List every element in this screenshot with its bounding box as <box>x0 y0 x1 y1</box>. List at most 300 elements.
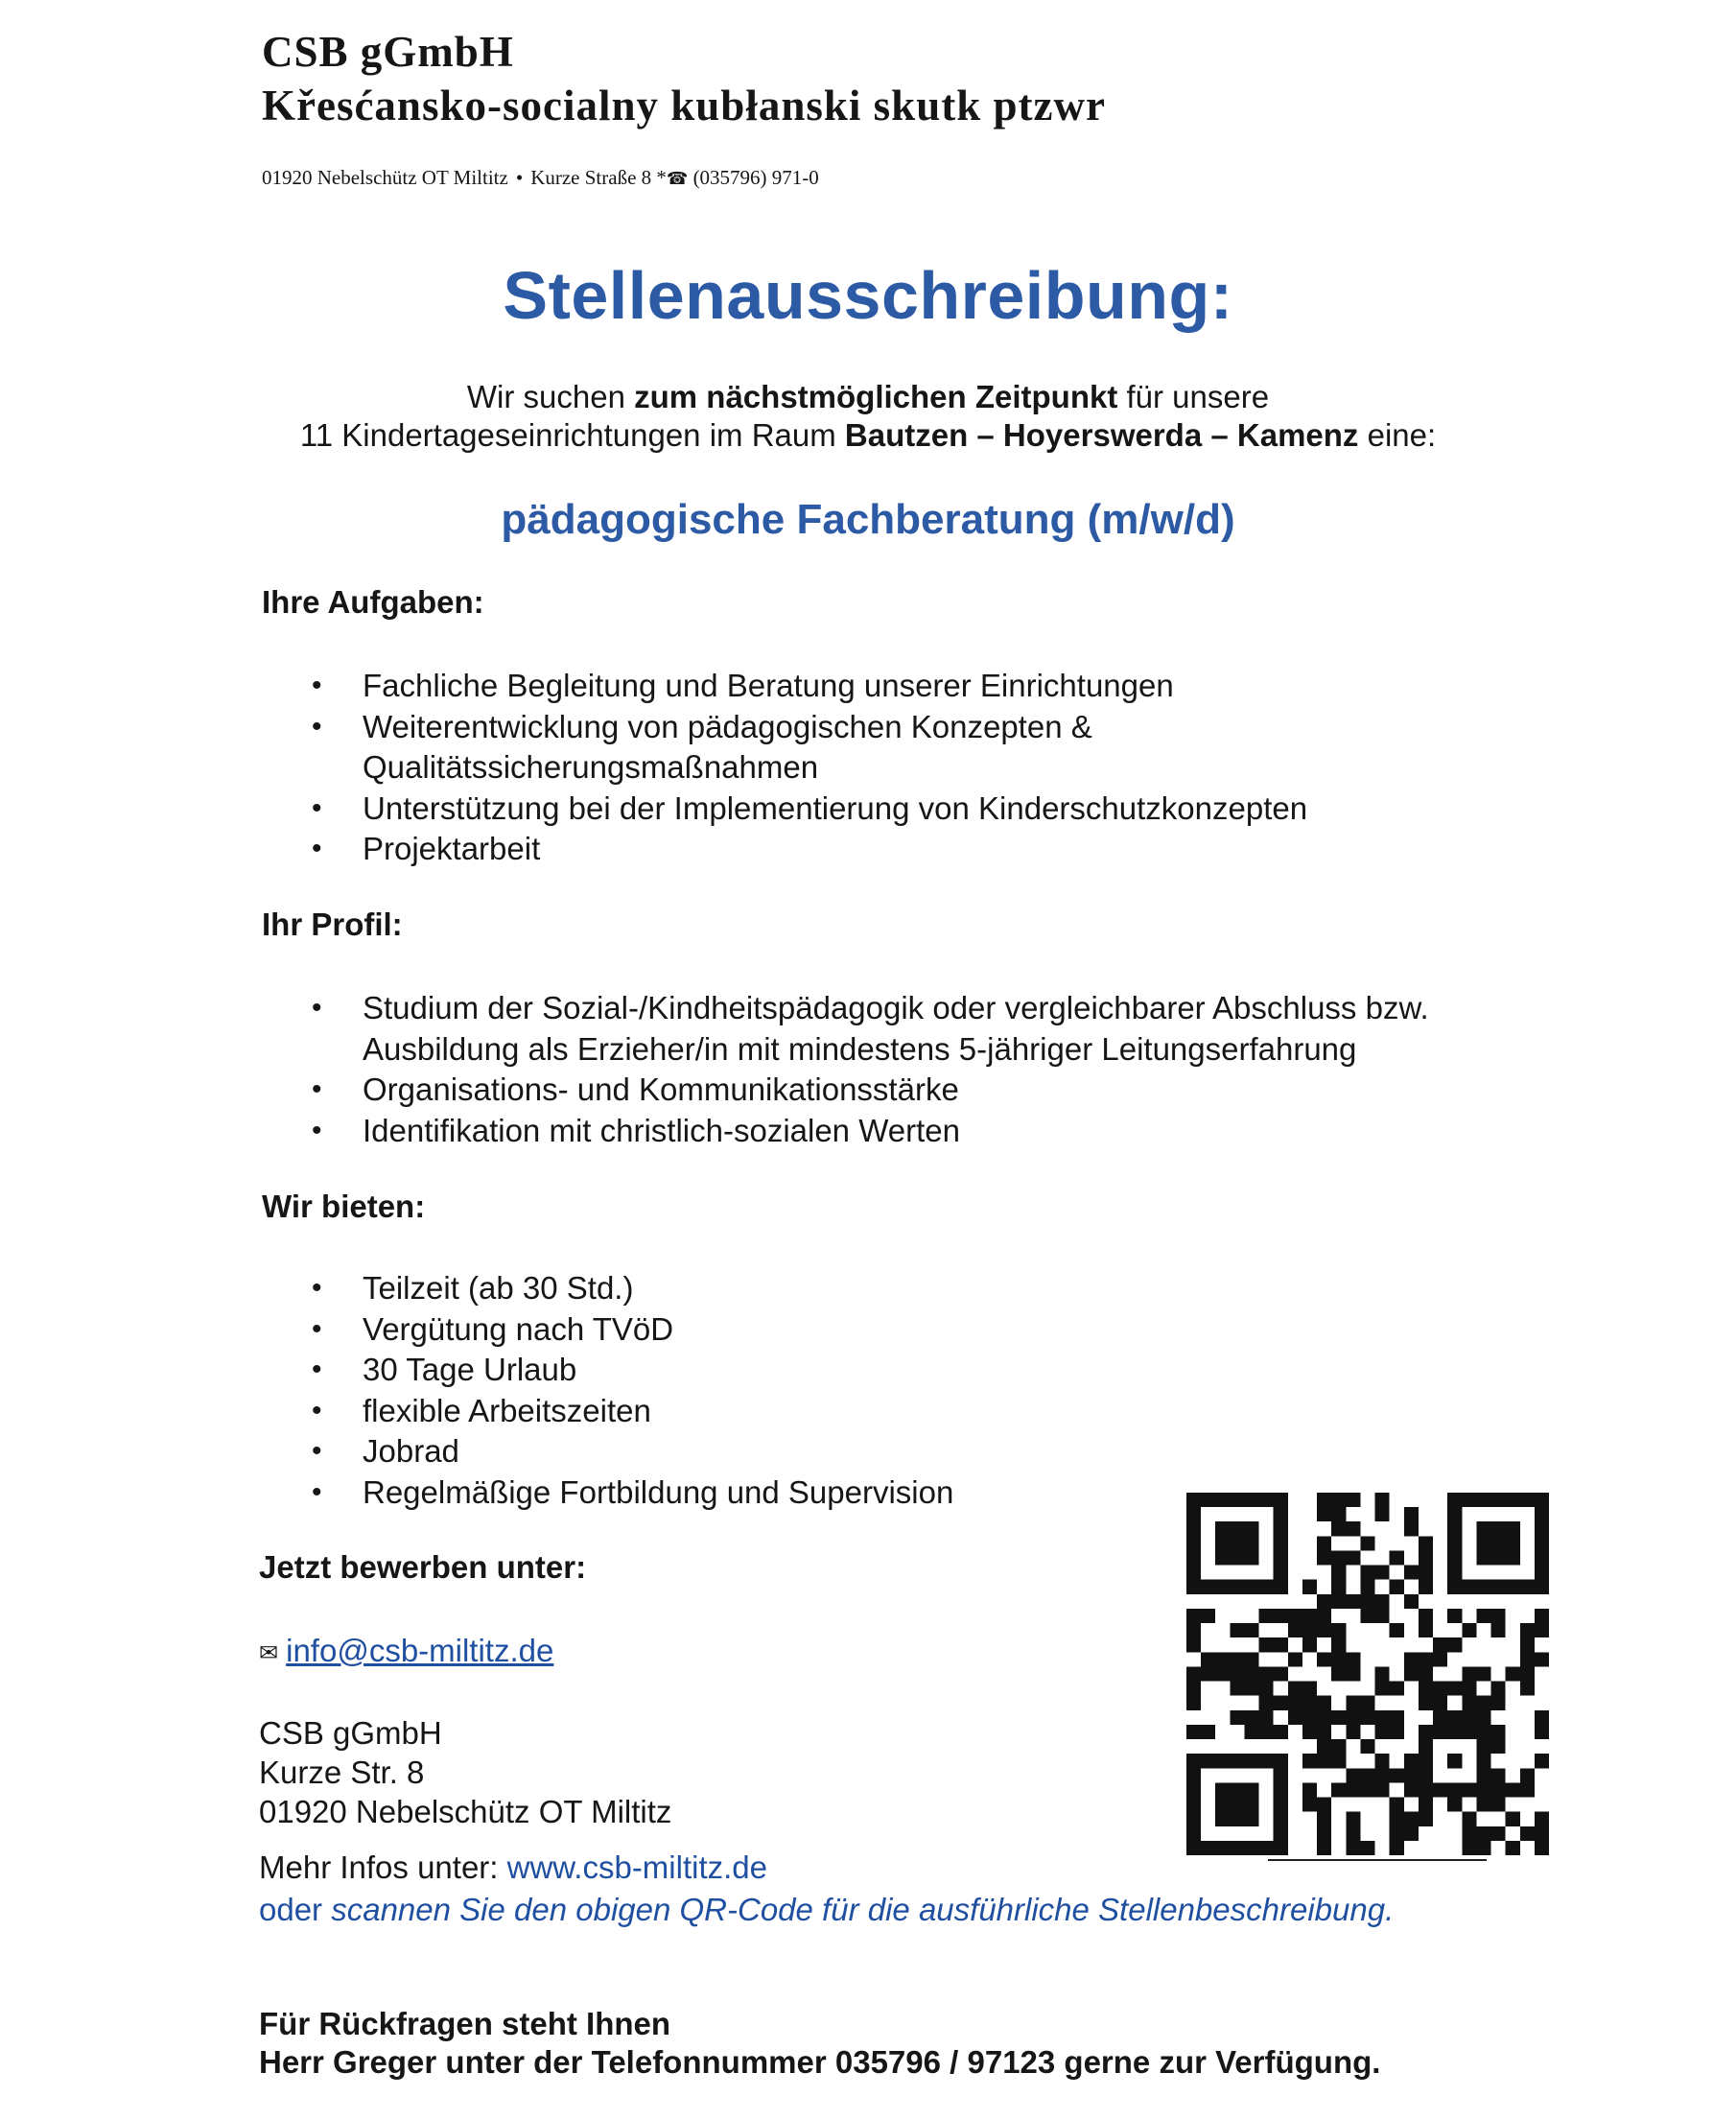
address-block <box>259 1713 671 1831</box>
qr-module <box>1360 1841 1374 1855</box>
qr-module <box>1491 1768 1506 1782</box>
qr-module <box>1390 1841 1404 1855</box>
bullet-icon: • <box>312 833 322 864</box>
header-street: Kurze Straße 8 <box>530 166 652 189</box>
qr-module <box>1331 1637 1346 1652</box>
list-item <box>312 988 1429 1070</box>
offer-list <box>312 1268 953 1513</box>
qr-module <box>1259 1696 1274 1710</box>
bullet-icon: • <box>312 1312 322 1345</box>
qr-module <box>1404 1782 1419 1797</box>
qr-module <box>1201 1652 1215 1666</box>
list-item <box>312 1111 1429 1152</box>
qr-module <box>1302 1798 1317 1812</box>
qr-module <box>1360 1566 1374 1580</box>
apply-heading: Jetzt bewerben unter: <box>259 1549 587 1585</box>
qr-module <box>1360 1594 1374 1609</box>
bullet-icon: • <box>312 1394 322 1426</box>
qr-module <box>1506 1666 1520 1681</box>
qr-module <box>1360 1580 1374 1594</box>
qr-module <box>1230 1666 1244 1681</box>
address-city: 01920 Nebelschütz OT Miltitz <box>259 1794 672 1829</box>
qr-module <box>1346 1841 1360 1855</box>
qr-module <box>1317 1739 1331 1754</box>
contact-note <box>259 2005 1380 2082</box>
list-item-text: flexible Arbeitszeiten <box>363 1392 651 1428</box>
scan-text: scannen Sie den obigen QR-Code für die ausführliche Stellenbeschreibung. <box>331 1892 1395 1927</box>
email-row <box>259 1631 553 1674</box>
bullet-icon: • <box>312 992 322 1024</box>
qr-module <box>1419 1566 1433 1580</box>
qr-module <box>1288 1682 1302 1696</box>
list-item <box>312 1268 953 1309</box>
qr-module <box>1346 1652 1360 1666</box>
qr-module <box>1331 1666 1346 1681</box>
scan-hint <box>259 1890 1394 1930</box>
position-title: pädagogische Fachberatung (m/w/d) <box>501 496 1235 543</box>
qr-module <box>1346 1521 1360 1536</box>
qr-module <box>1331 1550 1346 1565</box>
qr-module <box>1317 1798 1331 1812</box>
qr-module <box>1535 1609 1549 1623</box>
qr-module <box>1491 1623 1506 1637</box>
qr-module <box>1404 1826 1419 1841</box>
qr-module <box>1215 1782 1258 1826</box>
qr-module <box>1462 1812 1476 1826</box>
qr-module <box>1390 1682 1404 1696</box>
qr-module <box>1302 1623 1317 1637</box>
qr-module <box>1419 1652 1433 1666</box>
qr-module <box>1288 1609 1302 1623</box>
qr-module <box>1346 1696 1360 1710</box>
qr-module <box>1476 1798 1490 1812</box>
header-phone: (035796) 971-0 <box>692 166 819 189</box>
qr-module <box>1375 1710 1390 1725</box>
qr-module <box>1375 1754 1390 1768</box>
qr-module <box>1404 1768 1419 1782</box>
list-item-text: Studium der Sozial-/Kindheitspädagogik oder vergleichbarer Abschluss bzw. <box>363 990 1429 1025</box>
qr-module <box>1419 1666 1433 1681</box>
qr-module <box>1186 1623 1201 1637</box>
qr-module <box>1215 1521 1258 1565</box>
list-item-text: Identifikation mit christlich-sozialen Werten <box>363 1112 960 1148</box>
contact-line-2: Herr Greger unter der Telefonnummer 035796 / 97123 gerne zur Verfügung. <box>259 2044 1381 2080</box>
qr-module <box>1360 1739 1374 1754</box>
qr-module <box>1390 1623 1404 1637</box>
qr-module <box>1215 1652 1230 1666</box>
intro-region: Bautzen – Hoyerswerda – Kamenz <box>844 417 1359 453</box>
qr-module <box>1186 1725 1201 1739</box>
list-item-text: Unterstützung bei der Implementierung von Kinderschutzkonzepten <box>363 789 1308 826</box>
list-item-continuation: Qualitätssicherungsmaßnahmen <box>363 749 819 785</box>
qr-module <box>1462 1826 1476 1841</box>
intro-text-end: eine: <box>1358 417 1437 453</box>
qr-module <box>1390 1725 1404 1739</box>
qr-module <box>1447 1798 1462 1812</box>
qr-module <box>1230 1652 1244 1666</box>
qr-module <box>1419 1580 1433 1594</box>
qr-module <box>1331 1652 1346 1666</box>
qr-module <box>1375 1682 1390 1696</box>
qr-module <box>1447 1710 1462 1725</box>
qr-module <box>1186 1637 1201 1652</box>
qr-module <box>1462 1623 1476 1637</box>
qr-module <box>1360 1536 1374 1550</box>
qr-module <box>1230 1623 1244 1637</box>
qr-module <box>1404 1594 1419 1609</box>
qr-module <box>1274 1696 1288 1710</box>
qr-module <box>1520 1768 1535 1782</box>
qr-module <box>1317 1696 1331 1710</box>
qr-module <box>1331 1739 1346 1754</box>
qr-module <box>1375 1566 1390 1580</box>
qr-module <box>1317 1536 1331 1550</box>
qr-module <box>1535 1826 1549 1841</box>
qr-module <box>1274 1637 1288 1652</box>
qr-module <box>1447 1754 1462 1768</box>
qr-module <box>1360 1768 1374 1782</box>
qr-module <box>1375 1782 1390 1797</box>
contact-line-1: Für Rückfragen steht Ihnen <box>259 2006 671 2041</box>
qr-module <box>1390 1550 1404 1565</box>
qr-module <box>1390 1826 1404 1841</box>
separator-dot: • <box>515 166 524 189</box>
qr-module <box>1288 1696 1302 1710</box>
qr-module <box>1317 1623 1331 1637</box>
qr-module <box>1274 1666 1288 1681</box>
qr-module <box>1476 1696 1490 1710</box>
qr-module <box>1346 1666 1360 1681</box>
qr-module <box>1404 1566 1419 1580</box>
list-item-text: Jobrad <box>363 1433 459 1469</box>
qr-module <box>1331 1521 1346 1536</box>
list-item <box>312 1431 953 1472</box>
qr-module <box>1317 1594 1331 1609</box>
qr-module <box>1331 1507 1346 1521</box>
address-street: Kurze Str. 8 <box>259 1755 425 1790</box>
qr-module <box>1302 1696 1317 1710</box>
qr-module <box>1419 1696 1433 1710</box>
qr-code[interactable] <box>1186 1493 1549 1855</box>
list-item <box>312 1070 1429 1111</box>
qr-module <box>1317 1609 1331 1623</box>
bullet-icon: • <box>312 1475 322 1508</box>
qr-module <box>1520 1826 1535 1841</box>
more-info-label: Mehr Infos unter: <box>259 1849 507 1885</box>
qr-module <box>1520 1666 1535 1681</box>
qr-module <box>1447 1637 1462 1652</box>
bullet-icon: • <box>312 1272 322 1304</box>
list-item-text: Fachliche Begleitung und Beratung unserer Einrichtungen <box>363 668 1174 703</box>
qr-module <box>1506 1812 1520 1826</box>
qr-module <box>1230 1710 1244 1725</box>
qr-module <box>1302 1609 1317 1623</box>
mail-icon: ✉ <box>259 1640 279 1666</box>
qr-module <box>1390 1580 1404 1594</box>
qr-module <box>1476 1826 1490 1841</box>
qr-module <box>1317 1826 1331 1841</box>
qr-module <box>1317 1725 1331 1739</box>
qr-module <box>1535 1841 1549 1855</box>
header-city: 01920 Nebelschütz OT Miltitz <box>262 166 508 189</box>
qr-module <box>1346 1550 1360 1565</box>
qr-module <box>1302 1637 1317 1652</box>
more-info-row <box>259 1848 767 1888</box>
qr-module <box>1462 1696 1476 1710</box>
qr-module <box>1331 1580 1346 1594</box>
qr-module <box>1360 1696 1374 1710</box>
qr-module <box>1506 1841 1520 1855</box>
qr-module <box>1491 1725 1506 1739</box>
qr-module <box>1506 1782 1520 1797</box>
bullet-icon: • <box>312 1114 322 1146</box>
qr-module <box>1476 1666 1490 1681</box>
qr-module <box>1317 1710 1331 1725</box>
profile-heading: Ihr Profil: <box>262 907 403 942</box>
qr-module <box>1447 1682 1462 1696</box>
qr-module <box>1476 1710 1490 1725</box>
qr-module <box>1375 1507 1390 1521</box>
intro-bold: zum nächstmöglichen Zeitpunkt <box>634 379 1118 414</box>
qr-module <box>1331 1754 1346 1768</box>
qr-module <box>1535 1812 1549 1826</box>
qr-module <box>1520 1623 1535 1637</box>
qr-module <box>1201 1666 1215 1681</box>
qr-module <box>1346 1710 1360 1725</box>
qr-module <box>1360 1782 1374 1797</box>
qr-module <box>1404 1521 1419 1536</box>
qr-module <box>1360 1609 1374 1623</box>
tasks-list <box>312 666 1307 870</box>
qr-module <box>1259 1725 1274 1739</box>
qr-module <box>1419 1550 1433 1565</box>
qr-module <box>1375 1609 1390 1623</box>
org-name: CSB gGmbH <box>262 28 514 76</box>
qr-module <box>1520 1652 1535 1666</box>
qr-module <box>1331 1710 1346 1725</box>
qr-module <box>1520 1637 1535 1652</box>
page-title: Stellenausschreibung: <box>503 258 1233 333</box>
bullet-icon: • <box>312 1073 322 1105</box>
qr-module <box>1433 1710 1447 1725</box>
list-item-text: Teilzeit (ab 30 Std.) <box>363 1270 634 1306</box>
qr-module <box>1331 1782 1346 1797</box>
qr-module <box>1462 1841 1476 1855</box>
org-subtitle: Křesćansko-socialny kubłanski skutk ptzwr <box>262 82 1106 130</box>
qr-module <box>1535 1710 1549 1725</box>
qr-module <box>1462 1682 1476 1696</box>
qr-module <box>1390 1710 1404 1725</box>
list-item <box>312 1350 953 1391</box>
qr-module <box>1491 1782 1506 1797</box>
qr-module <box>1302 1710 1317 1725</box>
qr-module <box>1433 1652 1447 1666</box>
qr-module <box>1491 1682 1506 1696</box>
qr-module <box>1302 1682 1317 1696</box>
list-item-text: Organisations- und Kommunikationsstärke <box>363 1072 959 1107</box>
qr-module <box>1375 1768 1390 1782</box>
qr-module <box>1259 1609 1274 1623</box>
qr-module <box>1302 1754 1317 1768</box>
qr-module <box>1215 1666 1230 1681</box>
qr-module <box>1244 1725 1258 1739</box>
qr-module <box>1259 1710 1274 1725</box>
qr-module <box>1419 1798 1433 1812</box>
list-item-text: Regelmäßige Fortbildung und Supervision <box>363 1473 954 1510</box>
qr-module <box>1433 1682 1447 1696</box>
qr-module <box>1360 1710 1374 1725</box>
intro-text: 11 Kindertageseinrichtungen im Raum <box>299 417 845 453</box>
qr-module <box>1491 1826 1506 1841</box>
list-item-text: Vergütung nach TVöD <box>363 1310 674 1347</box>
qr-module <box>1288 1652 1302 1666</box>
qr-module <box>1491 1609 1506 1623</box>
bullet-icon: • <box>312 791 322 824</box>
qr-module <box>1404 1507 1419 1521</box>
qr-module <box>1447 1609 1462 1623</box>
qr-module <box>1535 1652 1549 1666</box>
list-item <box>312 1309 953 1351</box>
qr-module <box>1419 1812 1433 1826</box>
qr-module <box>1520 1682 1535 1696</box>
qr-module <box>1404 1666 1419 1681</box>
qr-module <box>1476 1609 1490 1623</box>
qr-module <box>1375 1725 1390 1739</box>
qr-module <box>1375 1594 1390 1609</box>
qr-module <box>1535 1725 1549 1739</box>
qr-module <box>1244 1710 1258 1725</box>
qr-module <box>1535 1623 1549 1637</box>
intro-line-1 <box>0 378 1736 416</box>
qr-module <box>1390 1812 1404 1826</box>
list-item <box>312 1472 953 1514</box>
qr-module <box>1244 1682 1258 1696</box>
qr-module <box>1186 1609 1201 1623</box>
qr-module <box>1274 1609 1288 1623</box>
qr-module <box>1491 1739 1506 1754</box>
qr-module <box>1244 1666 1258 1681</box>
qr-module <box>1186 1696 1201 1710</box>
intro-line-2 <box>0 416 1736 455</box>
qr-module <box>1346 1826 1360 1841</box>
qr-module <box>1404 1652 1419 1666</box>
qr-module <box>1375 1493 1390 1507</box>
qr-module <box>1390 1768 1404 1782</box>
qr-module <box>1520 1782 1535 1797</box>
qr-module <box>1186 1682 1201 1696</box>
tasks-heading: Ihre Aufgaben: <box>262 584 484 620</box>
phone-icon: ☎ <box>666 169 689 188</box>
qr-module <box>1433 1696 1447 1710</box>
bullet-icon: • <box>312 710 322 742</box>
profile-list <box>312 988 1429 1151</box>
bullet-icon: • <box>312 1354 322 1385</box>
intro-text-end: für unsere <box>1117 379 1270 414</box>
list-item <box>312 666 1307 707</box>
offer-heading: Wir bieten: <box>262 1189 426 1224</box>
qr-module <box>1404 1754 1419 1768</box>
email-link[interactable]: info@csb-miltitz.de <box>286 1633 554 1668</box>
qr-module <box>1317 1652 1331 1666</box>
qr-module <box>1288 1623 1302 1637</box>
website-link[interactable]: www.csb-miltitz.de <box>506 1849 768 1885</box>
qr-module <box>1302 1725 1317 1739</box>
qr-module <box>1244 1652 1258 1666</box>
qr-module <box>1331 1594 1346 1609</box>
qr-module <box>1462 1666 1476 1681</box>
qr-module <box>1317 1754 1331 1768</box>
qr-module <box>1302 1782 1317 1797</box>
qr-module <box>1419 1623 1433 1637</box>
qr-module <box>1317 1812 1331 1826</box>
qr-module <box>1244 1623 1258 1637</box>
qr-module <box>1346 1594 1360 1609</box>
list-item-text: Weiterentwicklung von pädagogischen Konzepten & <box>363 708 1092 744</box>
address-org: CSB gGmbH <box>259 1715 442 1751</box>
list-item <box>312 789 1307 830</box>
intro-text: Wir suchen <box>466 379 635 414</box>
list-item-text: 30 Tage Urlaub <box>363 1352 577 1387</box>
qr-module <box>1331 1566 1346 1580</box>
qr-module <box>1433 1637 1447 1652</box>
qr-module <box>1346 1768 1360 1782</box>
qr-module <box>1302 1580 1317 1594</box>
qr-module <box>1476 1521 1519 1565</box>
qr-module <box>1317 1550 1331 1565</box>
qr-module <box>1535 1754 1549 1768</box>
qr-module <box>1317 1841 1331 1855</box>
qr-module <box>1419 1536 1433 1550</box>
qr-module <box>1346 1782 1360 1797</box>
qr-module <box>1259 1666 1274 1681</box>
qr-module <box>1346 1493 1360 1507</box>
qr-module <box>1390 1798 1404 1812</box>
list-item-text: Projektarbeit <box>363 831 541 866</box>
qr-module <box>1259 1682 1274 1696</box>
scan-prefix: oder <box>259 1892 332 1927</box>
qr-module <box>1491 1798 1506 1812</box>
qr-module <box>1476 1841 1490 1855</box>
qr-module <box>1201 1609 1215 1623</box>
qr-module <box>1288 1710 1302 1725</box>
qr-module <box>1346 1812 1360 1826</box>
list-item-continuation: Ausbildung als Erzieher/in mit mindestens 5-jähriger Leitungserfahrung <box>363 1030 1357 1067</box>
qr-module <box>1317 1493 1331 1507</box>
qr-module <box>1375 1666 1390 1681</box>
bullet-icon: • <box>312 670 322 701</box>
qr-module <box>1331 1623 1346 1637</box>
qr-module <box>1186 1666 1201 1681</box>
qr-module <box>1317 1507 1331 1521</box>
qr-module <box>1491 1696 1506 1710</box>
qr-module <box>1274 1725 1288 1739</box>
list-item <box>312 829 1307 870</box>
header-address: 01920 Nebelschütz OT Miltitz • Kurze Straße 8 *☎ (035796) 971-0 <box>262 166 819 189</box>
qr-module <box>1346 1725 1360 1739</box>
qr-module <box>1404 1812 1419 1826</box>
qr-module <box>1419 1682 1433 1696</box>
list-item <box>312 707 1307 789</box>
bullet-icon: • <box>312 1435 322 1467</box>
qr-module <box>1230 1682 1244 1696</box>
qr-module <box>1462 1710 1476 1725</box>
qr-module <box>1331 1493 1346 1507</box>
list-item <box>312 1391 953 1432</box>
qr-underline <box>1268 1859 1487 1861</box>
qr-module <box>1419 1609 1433 1623</box>
qr-module <box>1201 1725 1215 1739</box>
qr-module <box>1259 1637 1274 1652</box>
